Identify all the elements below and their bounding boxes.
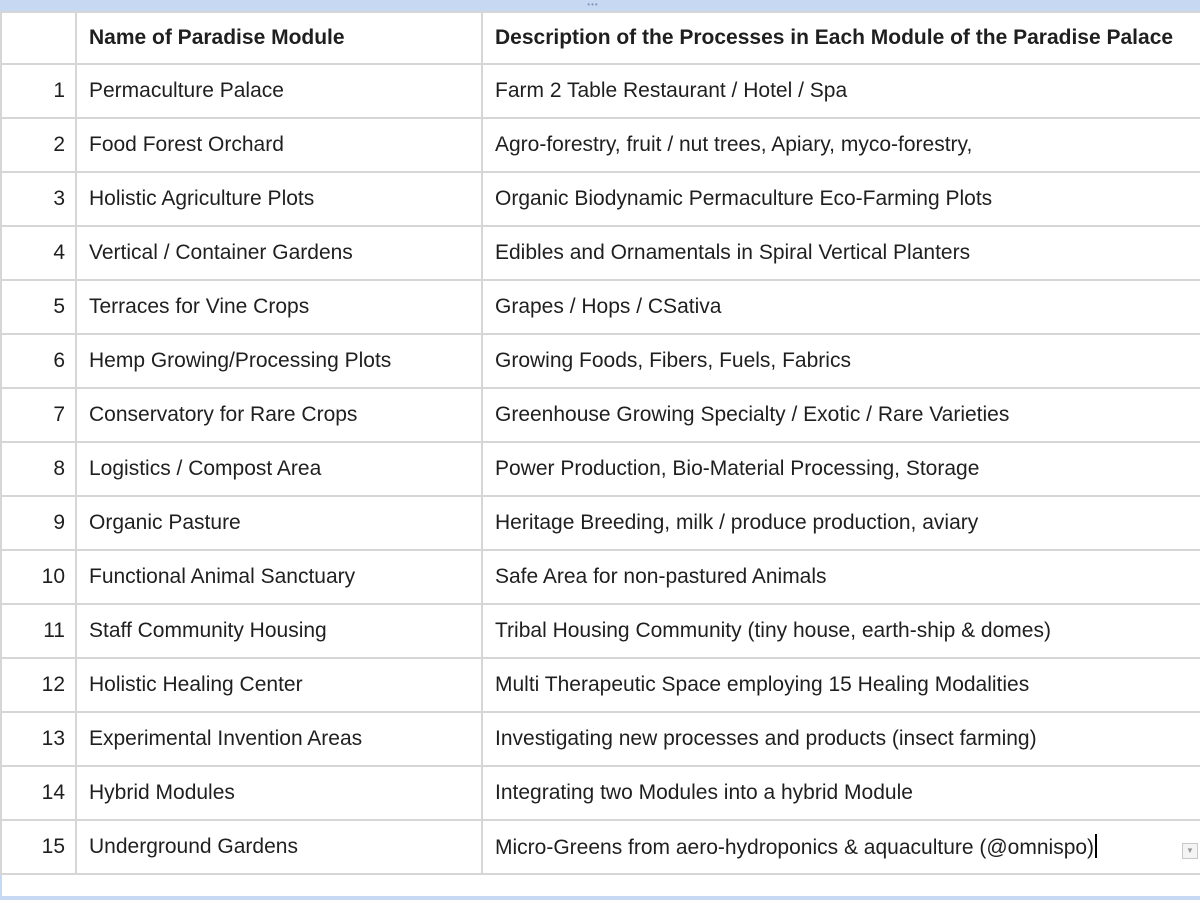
module-name-cell[interactable]: Vertical / Container Gardens [76, 226, 482, 280]
row-number-cell[interactable]: 8 [1, 442, 76, 496]
table-row [1, 604, 1200, 658]
row-number-cell[interactable]: 6 [1, 334, 76, 388]
module-description-cell[interactable]: Edibles and Ornamentals in Spiral Vertical Planters [482, 226, 1200, 280]
row-number-cell[interactable]: 3 [1, 172, 76, 226]
table-row [1, 550, 1200, 604]
module-description-cell[interactable]: Farm 2 Table Restaurant / Hotel / Spa [482, 64, 1200, 118]
table-row [1, 226, 1200, 280]
header-cell-description[interactable]: Description of the Processes in Each Module of the Paradise Palace [482, 12, 1200, 64]
frame-bottom-edge [0, 896, 1200, 900]
module-name-cell[interactable]: Conservatory for Rare Crops [76, 388, 482, 442]
drag-grip-icon[interactable]: ••• [587, 0, 599, 9]
module-description-cell[interactable]: Tribal Housing Community (tiny house, earth-ship & domes) [482, 604, 1200, 658]
module-name-cell[interactable]: Food Forest Orchard [76, 118, 482, 172]
module-name-cell[interactable]: Experimental Invention Areas [76, 712, 482, 766]
row-number-cell[interactable]: 2 [1, 118, 76, 172]
row-number-cell[interactable]: 13 [1, 712, 76, 766]
table-row [1, 280, 1200, 334]
module-description-cell[interactable]: Investigating new processes and products (insect farming) [482, 712, 1200, 766]
module-description-cell[interactable]: Multi Therapeutic Space employing 15 Healing Modalities [482, 658, 1200, 712]
module-description-cell-active[interactable] [482, 820, 1200, 874]
module-name-cell[interactable]: Permaculture Palace [76, 64, 482, 118]
row-number-cell[interactable]: 1 [1, 64, 76, 118]
table-row [1, 658, 1200, 712]
module-description-cell[interactable]: Safe Area for non-pastured Animals [482, 550, 1200, 604]
module-name-cell[interactable]: Terraces for Vine Crops [76, 280, 482, 334]
module-name-cell[interactable]: Holistic Healing Center [76, 658, 482, 712]
row-number-cell[interactable]: 5 [1, 280, 76, 334]
row-number-cell[interactable]: 14 [1, 766, 76, 820]
module-name-cell[interactable]: Underground Gardens [76, 820, 482, 874]
module-description-cell[interactable]: Grapes / Hops / CSativa [482, 280, 1200, 334]
row-number-cell[interactable]: 12 [1, 658, 76, 712]
table-row [1, 388, 1200, 442]
table-row [1, 712, 1200, 766]
module-name-cell[interactable]: Staff Community Housing [76, 604, 482, 658]
row-number-cell[interactable]: 10 [1, 550, 76, 604]
module-description-cell[interactable]: Growing Foods, Fibers, Fuels, Fabrics [482, 334, 1200, 388]
module-name-cell[interactable]: Hybrid Modules [76, 766, 482, 820]
table-row [1, 118, 1200, 172]
row-number-cell[interactable]: 11 [1, 604, 76, 658]
module-description-cell[interactable]: Power Production, Bio-Material Processing, Storage [482, 442, 1200, 496]
text-cursor [1095, 834, 1097, 858]
active-cell-text[interactable]: Micro-Greens from aero-hydroponics & aquaculture (@omnispo) [495, 836, 1095, 859]
row-number-cell[interactable]: 7 [1, 388, 76, 442]
table-row [1, 334, 1200, 388]
paradise-modules-table [0, 11, 1200, 875]
module-description-cell[interactable]: Organic Biodynamic Permaculture Eco-Farming Plots [482, 172, 1200, 226]
header-cell-number[interactable] [1, 12, 76, 64]
module-name-cell[interactable]: Logistics / Compost Area [76, 442, 482, 496]
row-number-cell[interactable]: 15 [1, 820, 76, 874]
table-row [1, 172, 1200, 226]
module-name-cell[interactable]: Organic Pasture [76, 496, 482, 550]
table-header-row [1, 12, 1200, 64]
table-row [1, 766, 1200, 820]
row-number-cell[interactable]: 4 [1, 226, 76, 280]
table-row [1, 820, 1200, 874]
module-name-cell[interactable]: Functional Animal Sanctuary [76, 550, 482, 604]
module-description-cell[interactable]: Agro-forestry, fruit / nut trees, Apiary, myco-forestry, [482, 118, 1200, 172]
scroll-down-arrow-icon[interactable]: ▼ [1182, 843, 1198, 859]
table-row [1, 496, 1200, 550]
table-row [1, 64, 1200, 118]
module-description-cell[interactable]: Integrating two Modules into a hybrid Module [482, 766, 1200, 820]
module-name-cell[interactable]: Holistic Agriculture Plots [76, 172, 482, 226]
table-row [1, 442, 1200, 496]
module-name-cell[interactable]: Hemp Growing/Processing Plots [76, 334, 482, 388]
module-description-cell[interactable]: Greenhouse Growing Specialty / Exotic / Rare Varieties [482, 388, 1200, 442]
row-number-cell[interactable]: 9 [1, 496, 76, 550]
module-description-cell[interactable]: Heritage Breeding, milk / produce production, aviary [482, 496, 1200, 550]
header-cell-module-name[interactable]: Name of Paradise Module [76, 12, 482, 64]
